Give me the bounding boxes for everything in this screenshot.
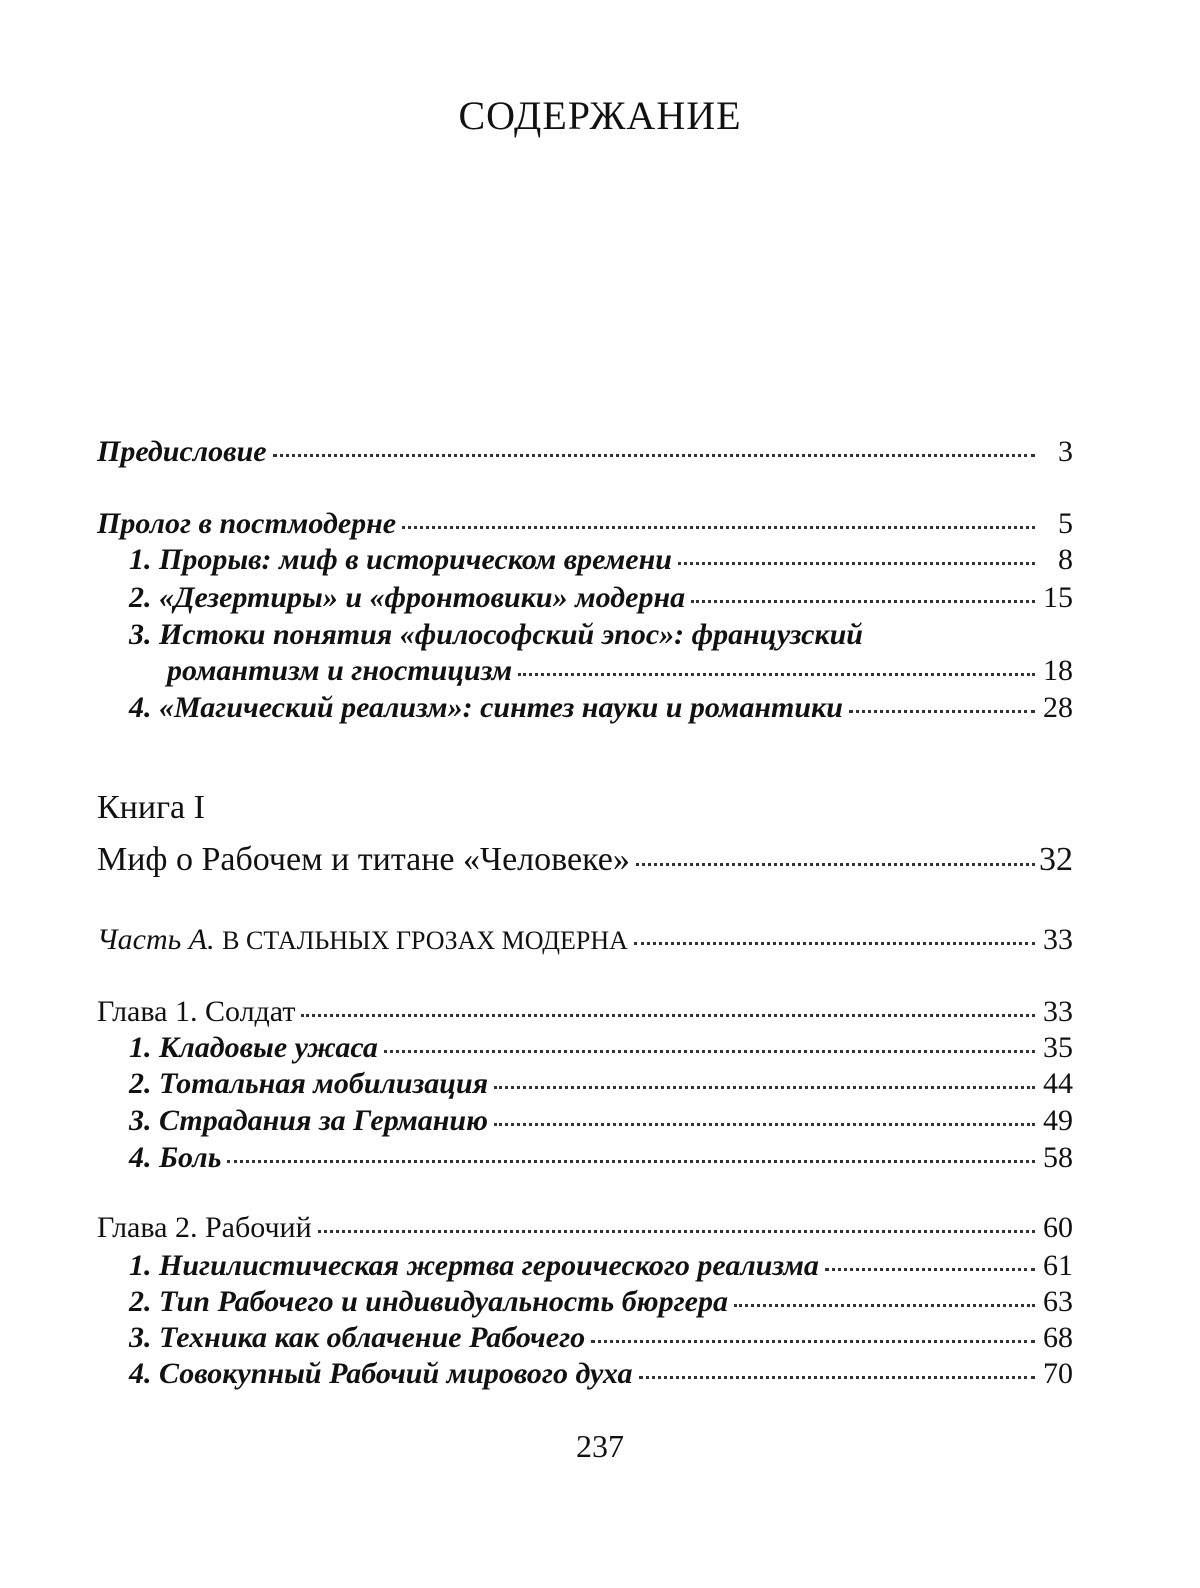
- entry-page: 18: [1043, 654, 1073, 687]
- toc-entry-section[interactable]: [129, 1030, 1073, 1066]
- toc-entry-book-title[interactable]: [97, 842, 1073, 878]
- leader-dots: [691, 600, 1035, 603]
- entry-page: 33: [1043, 995, 1073, 1028]
- leader-dots: [318, 1230, 1035, 1233]
- toc-entry-chapter[interactable]: [97, 994, 1073, 1030]
- leader-dots: [849, 710, 1035, 713]
- part-title: В СТАЛЬНЫХ ГРОЗАХ МОДЕРНА: [222, 926, 628, 955]
- entry-page: 3: [1058, 435, 1073, 468]
- leader-dots: [402, 526, 1035, 529]
- toc-entry-section[interactable]: [129, 1356, 1073, 1392]
- part-prefix: Часть А.: [97, 923, 215, 956]
- entry-page: 70: [1043, 1357, 1073, 1390]
- entry-label: 1. Нигилистическая жертва героического реализма: [129, 1249, 819, 1282]
- entry-label: 1. Прорыв: миф в историческом времени: [129, 543, 672, 576]
- leader-dots: [227, 1160, 1035, 1163]
- entry-label: 2. Тотальная мобилизация: [129, 1067, 489, 1100]
- entry-page: 5: [1058, 507, 1073, 540]
- entry-page: 8: [1058, 543, 1073, 576]
- entry-label: Пролог в постмодерне: [97, 507, 397, 540]
- entry-label: Глава 1. Солдат: [97, 995, 296, 1028]
- entry-label: 1. Кладовые ужаса: [129, 1031, 378, 1064]
- entry-label: 2. «Дезертиры» и «фронтовики» модерна: [129, 581, 686, 614]
- entry-page: 32: [1039, 841, 1073, 878]
- leader-dots: [825, 1268, 1035, 1271]
- toc-entry-prologue-section-line1[interactable]: 3. Истоки понятия «философский эпос»: французский: [129, 618, 863, 651]
- entry-label: 4. Боль: [129, 1141, 222, 1174]
- leader-dots: [678, 562, 1035, 565]
- entry-label: Миф о Рабочем и титане «Человеке»: [97, 841, 630, 878]
- entry-page: 58: [1043, 1141, 1073, 1174]
- toc-entry-section[interactable]: [129, 1140, 1073, 1176]
- toc-entry-prologue-section[interactable]: [129, 690, 1073, 726]
- toc-entry-preface[interactable]: [97, 434, 1073, 470]
- toc-entry-section[interactable]: [129, 1248, 1073, 1284]
- leader-dots: [734, 1304, 1035, 1307]
- book-label: Книга I: [97, 789, 205, 826]
- entry-label: Предисловие: [97, 435, 267, 468]
- entry-label: 3. Страдания за Германию: [129, 1104, 488, 1137]
- leader-dots: [273, 454, 1035, 457]
- toc-entry-section[interactable]: [129, 1320, 1073, 1356]
- entry-page: 63: [1043, 1285, 1073, 1318]
- entry-page: 35: [1043, 1031, 1073, 1064]
- toc-entry-section[interactable]: [129, 1066, 1073, 1102]
- toc-entry-prologue-section[interactable]: [129, 542, 1073, 578]
- entry-label: 4. Совокупный Рабочий мирового духа: [129, 1357, 633, 1390]
- entry-label: 2. Тип Рабочего и индивидуальность бюргера: [129, 1285, 728, 1318]
- leader-dots: [384, 1050, 1035, 1053]
- entry-page: 49: [1043, 1104, 1073, 1137]
- leader-dots: [639, 1376, 1035, 1379]
- entry-label: романтизм и гностицизм: [167, 654, 513, 687]
- toc-entry-section[interactable]: [129, 1103, 1073, 1139]
- entry-label: Глава 2. Рабочий: [97, 1211, 312, 1244]
- leader-dots: [634, 942, 1035, 945]
- page-number: 237: [576, 1428, 624, 1464]
- entry-label: 4. «Магический реализм»: синтез науки и романтики: [129, 691, 843, 724]
- toc-entry-prologue[interactable]: [97, 506, 1073, 542]
- entry-page: 33: [1043, 923, 1073, 956]
- entry-page: 15: [1043, 581, 1073, 614]
- entry-page: 61: [1043, 1249, 1073, 1282]
- page-title: СОДЕРЖАНИЕ: [458, 93, 742, 138]
- entry-page: 68: [1043, 1321, 1073, 1354]
- entry-page: 60: [1043, 1211, 1073, 1244]
- entry-page: 28: [1043, 691, 1073, 724]
- leader-dots: [518, 673, 1035, 676]
- entry-label: 3. Техника как облачение Рабочего: [129, 1321, 586, 1354]
- entry-label: [97, 922, 628, 959]
- entry-page: 44: [1043, 1067, 1073, 1100]
- leader-dots: [494, 1086, 1035, 1089]
- toc-entry-section[interactable]: [129, 1284, 1073, 1320]
- toc-entry-part[interactable]: [97, 922, 1073, 959]
- toc-entry-prologue-section[interactable]: [167, 653, 1073, 689]
- leader-dots: [591, 1340, 1035, 1343]
- toc-entry-prologue-section[interactable]: [129, 580, 1073, 616]
- leader-dots: [494, 1123, 1035, 1126]
- toc-entry-chapter[interactable]: [97, 1210, 1073, 1246]
- leader-dots: [636, 863, 1035, 866]
- leader-dots: [301, 1014, 1035, 1017]
